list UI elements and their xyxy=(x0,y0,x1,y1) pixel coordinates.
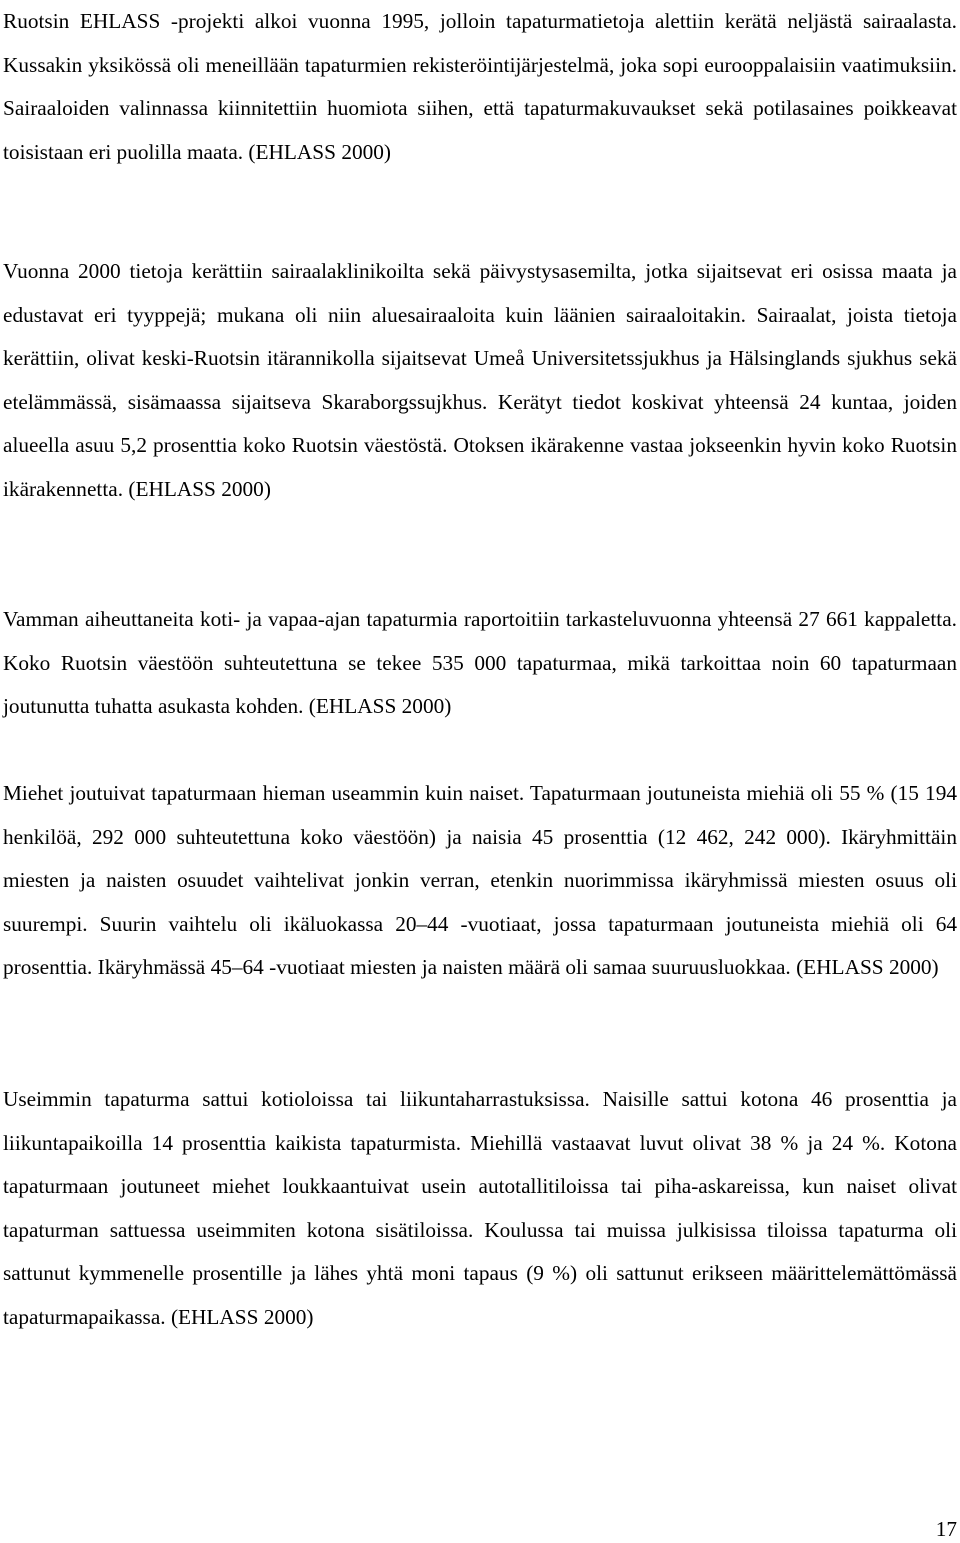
page-number: 17 xyxy=(935,1517,957,1541)
paragraph-accident-locations: Useimmin tapaturma sattui kotioloissa tai liikuntaharrastuksissa. Naisille sattui kotona 46 prosenttia ja liikuntapaikoilla 14 prosenttia kaikista tapaturmista. Miehillä vastaavat luvut olivat 38 % ja 24 %. Kotona tapaturmaan joutuneet miehet loukkaantuivat usein autotallitiloissa tai piha-askareissa, kun naiset olivat tapaturman sattuessa useimmiten kotona sisätiloissa. Koulussa tai muissa julkisissa tiloissa tapaturma oli sattunut kymmenelle prosentille ja lähes yhtä moni tapaus (9 %) oli sattunut erikseen määrittelemättömässä tapaturmapaikassa. (EHLASS 2000) xyxy=(3,1087,957,1329)
paragraph-ehlass-project-start: Ruotsin EHLASS -projekti alkoi vuonna 1995, jolloin tapaturmatietoja alettiin kerätä neljästä sairaalasta. Kussakin yksikössä oli meneillään tapaturmien rekisteröintijärjestelmä, joka sopi eurooppalaisiin vaatimuksiin. Sairaaloiden valinnassa kiinnitettiin huomiota siihen, että tapaturmakuvaukset sekä potilasaines poikkeavat toisistaan eri puolilla maata. (EHLASS 2000) xyxy=(3,9,957,164)
paragraph-gender-distribution: Miehet joutuivat tapaturmaan hieman useammin kuin naiset. Tapaturmaan joutuneista miehiä oli 55 % (15 194 henkilöä, 292 000 suhteutettuna koko väestöön) ja naisia 45 prosenttia (12 462, 242 000). Ikäryhmittäin miesten ja naisten osuudet vaihtelivat jonkin verran, etenkin nuorimmissa ikäryhmissä miesten osuus oli suurempi. Suurin vaihtelu oli ikäluokassa 20–44 -vuotiaat, jossa tapaturmaan joutuneista miehiä oli 64 prosenttia. Ikäryhmässä 45–64 -vuotiaat miesten ja naisten määrä oli samaa suuruusluokkaa. (EHLASS 2000) xyxy=(3,781,957,979)
paragraph-injury-count: Vamman aiheuttaneita koti- ja vapaa-ajan tapaturmia raportoitiin tarkasteluvuonna yhteensä 27 661 kappaletta. Koko Ruotsin väestöön suhteutettuna se tekee 535 000 tapaturmaa, mikä tarkoittaa noin 60 tapaturmaan joutunutta tuhatta asukasta kohden. (EHLASS 2000) xyxy=(3,607,957,718)
paragraph-data-collection-2000: Vuonna 2000 tietoja kerättiin sairaalaklinikoilta sekä päivystysasemilta, jotka sijaitsevat eri osissa maata ja edustavat eri tyyppejä; mukana oli niin aluesairaaloita kuin läänien sairaaloitakin. Sairaalat, joista tietoja kerättiin, olivat keski-Ruotsin itärannikolla sijaitsevat Umeå Universitetssjukhus ja Hälsinglands sjukhus sekä etelämmässä, sisämaassa sijaitseva Skaraborgssujkhus. Kerätyt tiedot koskivat yhteensä 24 kuntaa, joiden alueella asuu 5,2 prosenttia koko Ruotsin väestöstä. Otoksen ikärakenne vastaa jokseenkin hyvin koko Ruotsin ikärakennetta. (EHLASS 2000) xyxy=(3,259,957,501)
